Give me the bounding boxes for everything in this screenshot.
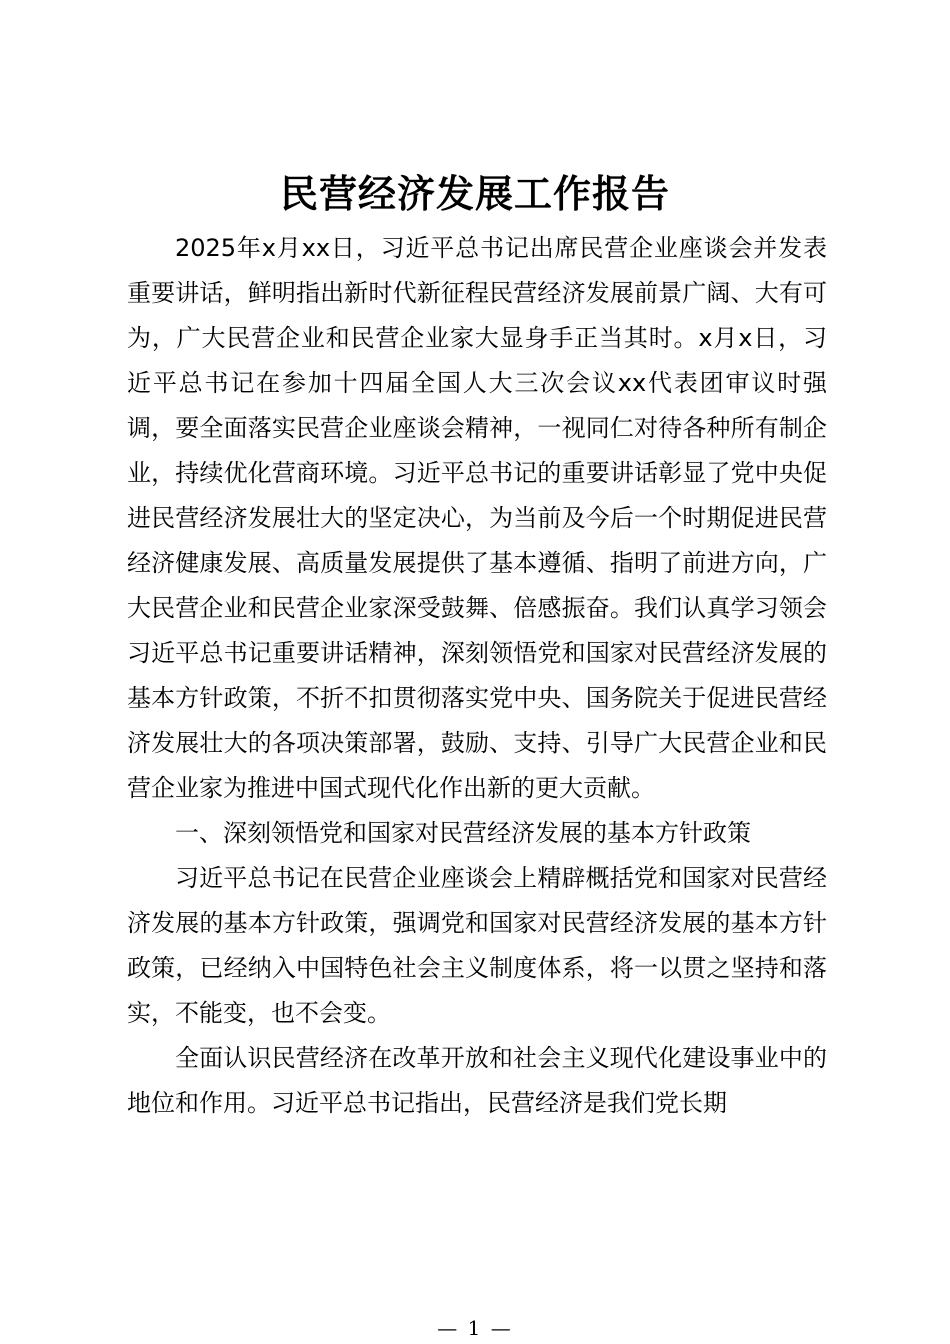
paragraph-section-1: 习近平总书记在民营企业座谈会上精辟概括党和国家对民营经济发展的基本方针政策，强调党和国家对民营经济发展的基本方针政策，已经纳入中国特色社会主义制度体系，将一以贯之坚持和落实，不能变，也不会变。 bbox=[127, 864, 827, 1027]
paragraph-section-1-continued: 全面认识民营经济在改革开放和社会主义现代化建设事业中的地位和作用。习近平总书记指出，民营经济是我们党长期 bbox=[127, 1044, 827, 1117]
document-body bbox=[127, 226, 827, 1126]
document-title: 民营经济发展工作报告 bbox=[279, 171, 670, 216]
paragraph-intro: 2025年x月xx日，习近平总书记出席民营企业座谈会并发表重要讲话，鲜明指出新时代新征程民营经济发展前景广阔、大有可为，广大民营企业和民营企业家大显身手正当其时。x月x日，习近平总书记在参加十四届全国人大三次会议xx代表团审议时强调，要全面落实民营企业座谈会精神，一视同仁对待各种所有制企业，持续优化营商环境。习近平总书记的重要讲话彰显了党中央促进民营经济发展壮大的坚定决心，为当前及今后一个时期促进民营经济健康发展、高质量发展提供了基本遵循、指明了前进方向，广大民营企业和民营企业家深受鼓舞、倍感振奋。我们认真学习领会习近平总书记重要讲话精神，深刻领悟党和国家对民营经济发展的基本方针政策，不折不扣贯彻落实党中央、国务院关于促进民营经济发展壮大的各项决策部署，鼓励、支持、引导广大民营企业和民营企业家为推进中国式现代化作出新的更大贡献。 bbox=[127, 234, 827, 802]
page-number: — 1 — bbox=[437, 1316, 513, 1340]
section-heading-1: 一、深刻领悟党和国家对民营经济发展的基本方针政策 bbox=[175, 819, 751, 847]
